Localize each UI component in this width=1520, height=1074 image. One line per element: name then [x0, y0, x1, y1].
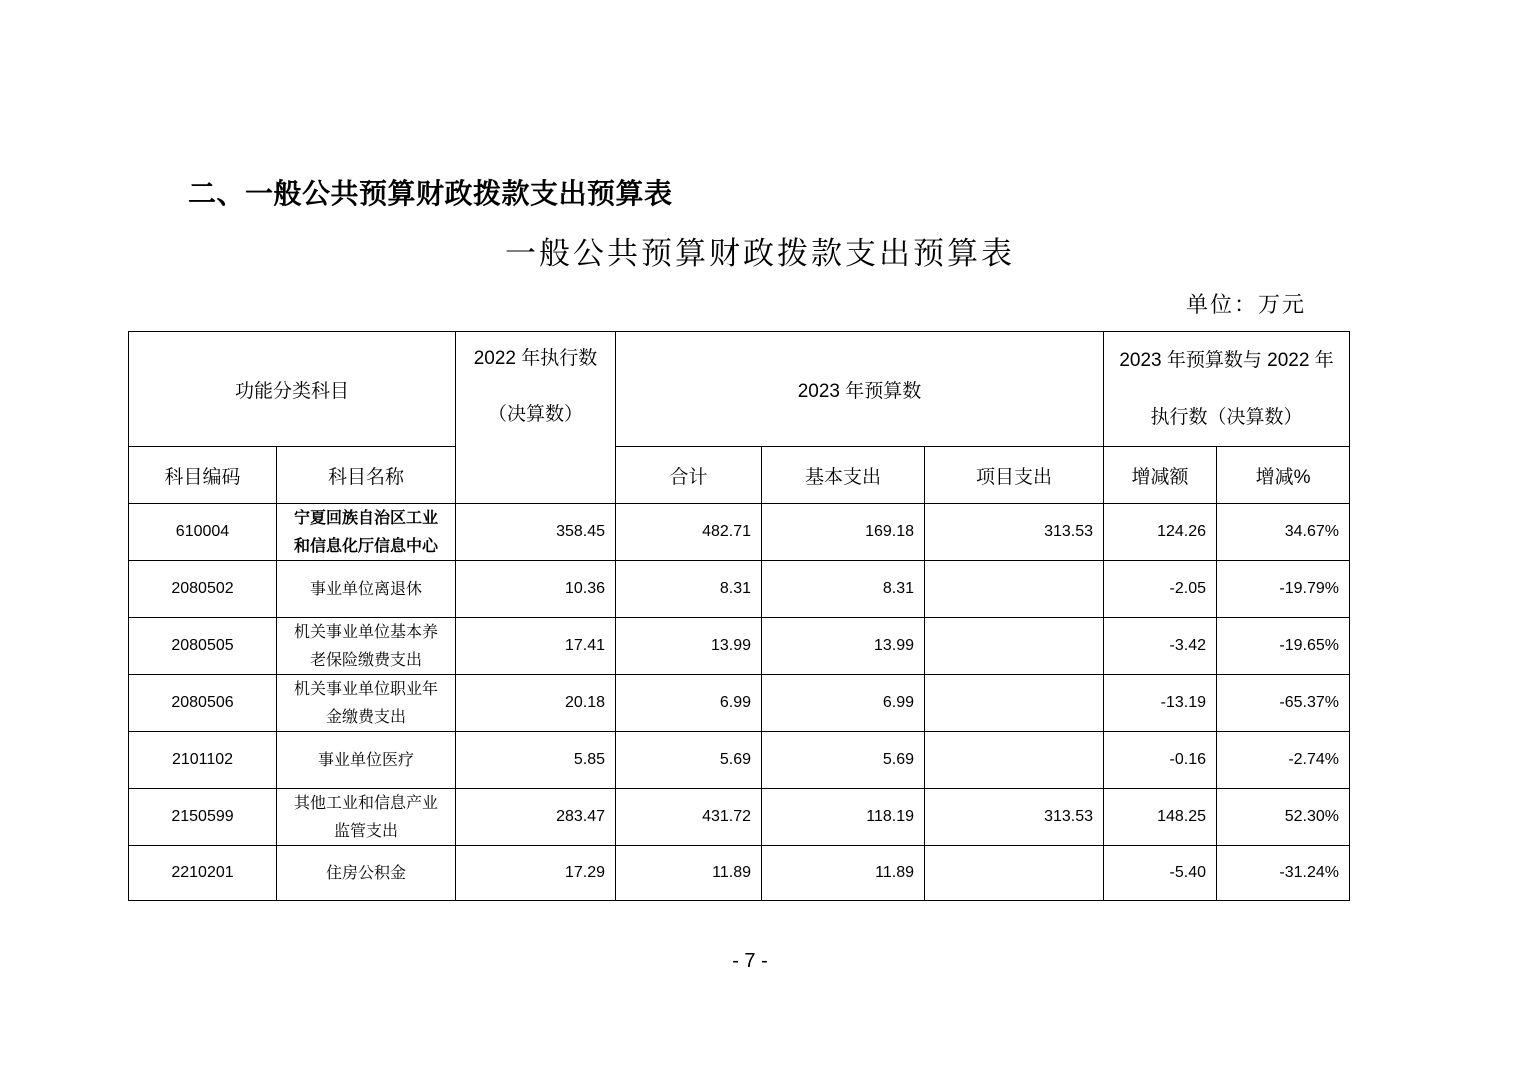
- table-row: [129, 675, 1350, 732]
- cell-total: 482.71: [616, 504, 762, 561]
- header-func-category: 功能分类科目: [129, 332, 456, 447]
- unit-label: 单位：万元: [1186, 293, 1307, 318]
- cell-code: 2150599: [129, 789, 277, 846]
- header-row-2: [129, 447, 1350, 504]
- cell-pct: -19.65%: [1217, 618, 1350, 675]
- cell-name-line1: 机关事业单位职业年: [294, 679, 439, 698]
- cell-total: 6.99: [616, 675, 762, 732]
- cell-name-line2: 和信息化厅信息中心: [294, 536, 439, 555]
- cell-exec2022: 10.36: [456, 561, 616, 618]
- header-compare: [1104, 332, 1350, 447]
- header-project: 项目支出: [925, 447, 1104, 504]
- cell-basic: 169.18: [762, 504, 925, 561]
- cell-name: [277, 846, 456, 901]
- cell-name: [277, 675, 456, 732]
- table-row: [129, 504, 1350, 561]
- cell-name: [277, 732, 456, 789]
- cell-name-line1: 事业单位医疗: [318, 750, 415, 769]
- cell-change: -5.40: [1104, 846, 1217, 901]
- cell-code: 610004: [129, 504, 277, 561]
- cell-change: -3.42: [1104, 618, 1217, 675]
- table-row: [129, 561, 1350, 618]
- cell-project: [925, 846, 1104, 901]
- cell-name-line1: 住房公积金: [326, 863, 407, 882]
- table-row: [129, 789, 1350, 846]
- cell-name: [277, 561, 456, 618]
- cell-project: [925, 675, 1104, 732]
- header-change-pct: 增减%: [1217, 447, 1350, 504]
- header-total: 合计: [616, 447, 762, 504]
- cell-name: [277, 789, 456, 846]
- cell-project: [925, 732, 1104, 789]
- header-compare-line1: 2023 年预算数与 2022 年: [1119, 350, 1334, 371]
- cell-pct: -65.37%: [1217, 675, 1350, 732]
- cell-pct: 34.67%: [1217, 504, 1350, 561]
- header-exec-2022-line1: 2022 年执行数: [473, 348, 598, 369]
- cell-name: [277, 618, 456, 675]
- cell-exec2022: 358.45: [456, 504, 616, 561]
- cell-pct: -2.74%: [1217, 732, 1350, 789]
- cell-change: 148.25: [1104, 789, 1217, 846]
- cell-name-line1: 其他工业和信息产业: [294, 793, 439, 812]
- cell-pct: -19.79%: [1217, 561, 1350, 618]
- cell-total: 8.31: [616, 561, 762, 618]
- table-row: [129, 732, 1350, 789]
- cell-code: 2080505: [129, 618, 277, 675]
- cell-code: 2210201: [129, 846, 277, 901]
- cell-name-line1: 宁夏回族自治区工业: [294, 508, 439, 527]
- cell-basic: 118.19: [762, 789, 925, 846]
- header-basic: 基本支出: [762, 447, 925, 504]
- cell-pct: -31.24%: [1217, 846, 1350, 901]
- cell-exec2022: 17.29: [456, 846, 616, 901]
- cell-code: 2101102: [129, 732, 277, 789]
- header-name: 科目名称: [277, 447, 456, 504]
- cell-name-line2: 老保险缴费支出: [310, 650, 423, 669]
- page-number: - 7 -: [732, 950, 768, 972]
- cell-exec2022: 17.41: [456, 618, 616, 675]
- table-row: [129, 618, 1350, 675]
- table-title: 一般公共预算财政拨款支出预算表: [505, 236, 1015, 272]
- cell-name-line2: 金缴费支出: [326, 707, 407, 726]
- cell-name-line2: 监管支出: [334, 821, 399, 840]
- cell-code: 2080506: [129, 675, 277, 732]
- budget-table: [128, 331, 1350, 901]
- cell-basic: 11.89: [762, 846, 925, 901]
- cell-basic: 8.31: [762, 561, 925, 618]
- cell-total: 431.72: [616, 789, 762, 846]
- header-compare-line2: 执行数（决算数）: [1150, 407, 1303, 428]
- cell-project: 313.53: [925, 504, 1104, 561]
- cell-exec2022: 5.85: [456, 732, 616, 789]
- header-budget-2023: 2023 年预算数: [616, 332, 1104, 447]
- cell-exec2022: 283.47: [456, 789, 616, 846]
- cell-name-line1: 机关事业单位基本养: [294, 622, 439, 641]
- cell-basic: 6.99: [762, 675, 925, 732]
- header-exec-2022: [456, 332, 616, 504]
- header-row-1: [129, 332, 1350, 447]
- table-row: [129, 846, 1350, 901]
- cell-code: 2080502: [129, 561, 277, 618]
- cell-exec2022: 20.18: [456, 675, 616, 732]
- cell-pct: 52.30%: [1217, 789, 1350, 846]
- cell-change: -2.05: [1104, 561, 1217, 618]
- cell-change: -0.16: [1104, 732, 1217, 789]
- cell-change: 124.26: [1104, 504, 1217, 561]
- cell-name: [277, 504, 456, 561]
- header-change-amount: 增减额: [1104, 447, 1217, 504]
- cell-project: [925, 561, 1104, 618]
- cell-project: [925, 618, 1104, 675]
- cell-total: 11.89: [616, 846, 762, 901]
- header-exec-2022-line2: （决算数）: [488, 404, 584, 425]
- cell-name-line1: 事业单位离退休: [310, 579, 423, 598]
- cell-basic: 13.99: [762, 618, 925, 675]
- header-code: 科目编码: [129, 447, 277, 504]
- cell-total: 5.69: [616, 732, 762, 789]
- section-heading: 二、一般公共预算财政拨款支出预算表: [188, 177, 673, 210]
- cell-change: -13.19: [1104, 675, 1217, 732]
- cell-project: 313.53: [925, 789, 1104, 846]
- cell-total: 13.99: [616, 618, 762, 675]
- cell-basic: 5.69: [762, 732, 925, 789]
